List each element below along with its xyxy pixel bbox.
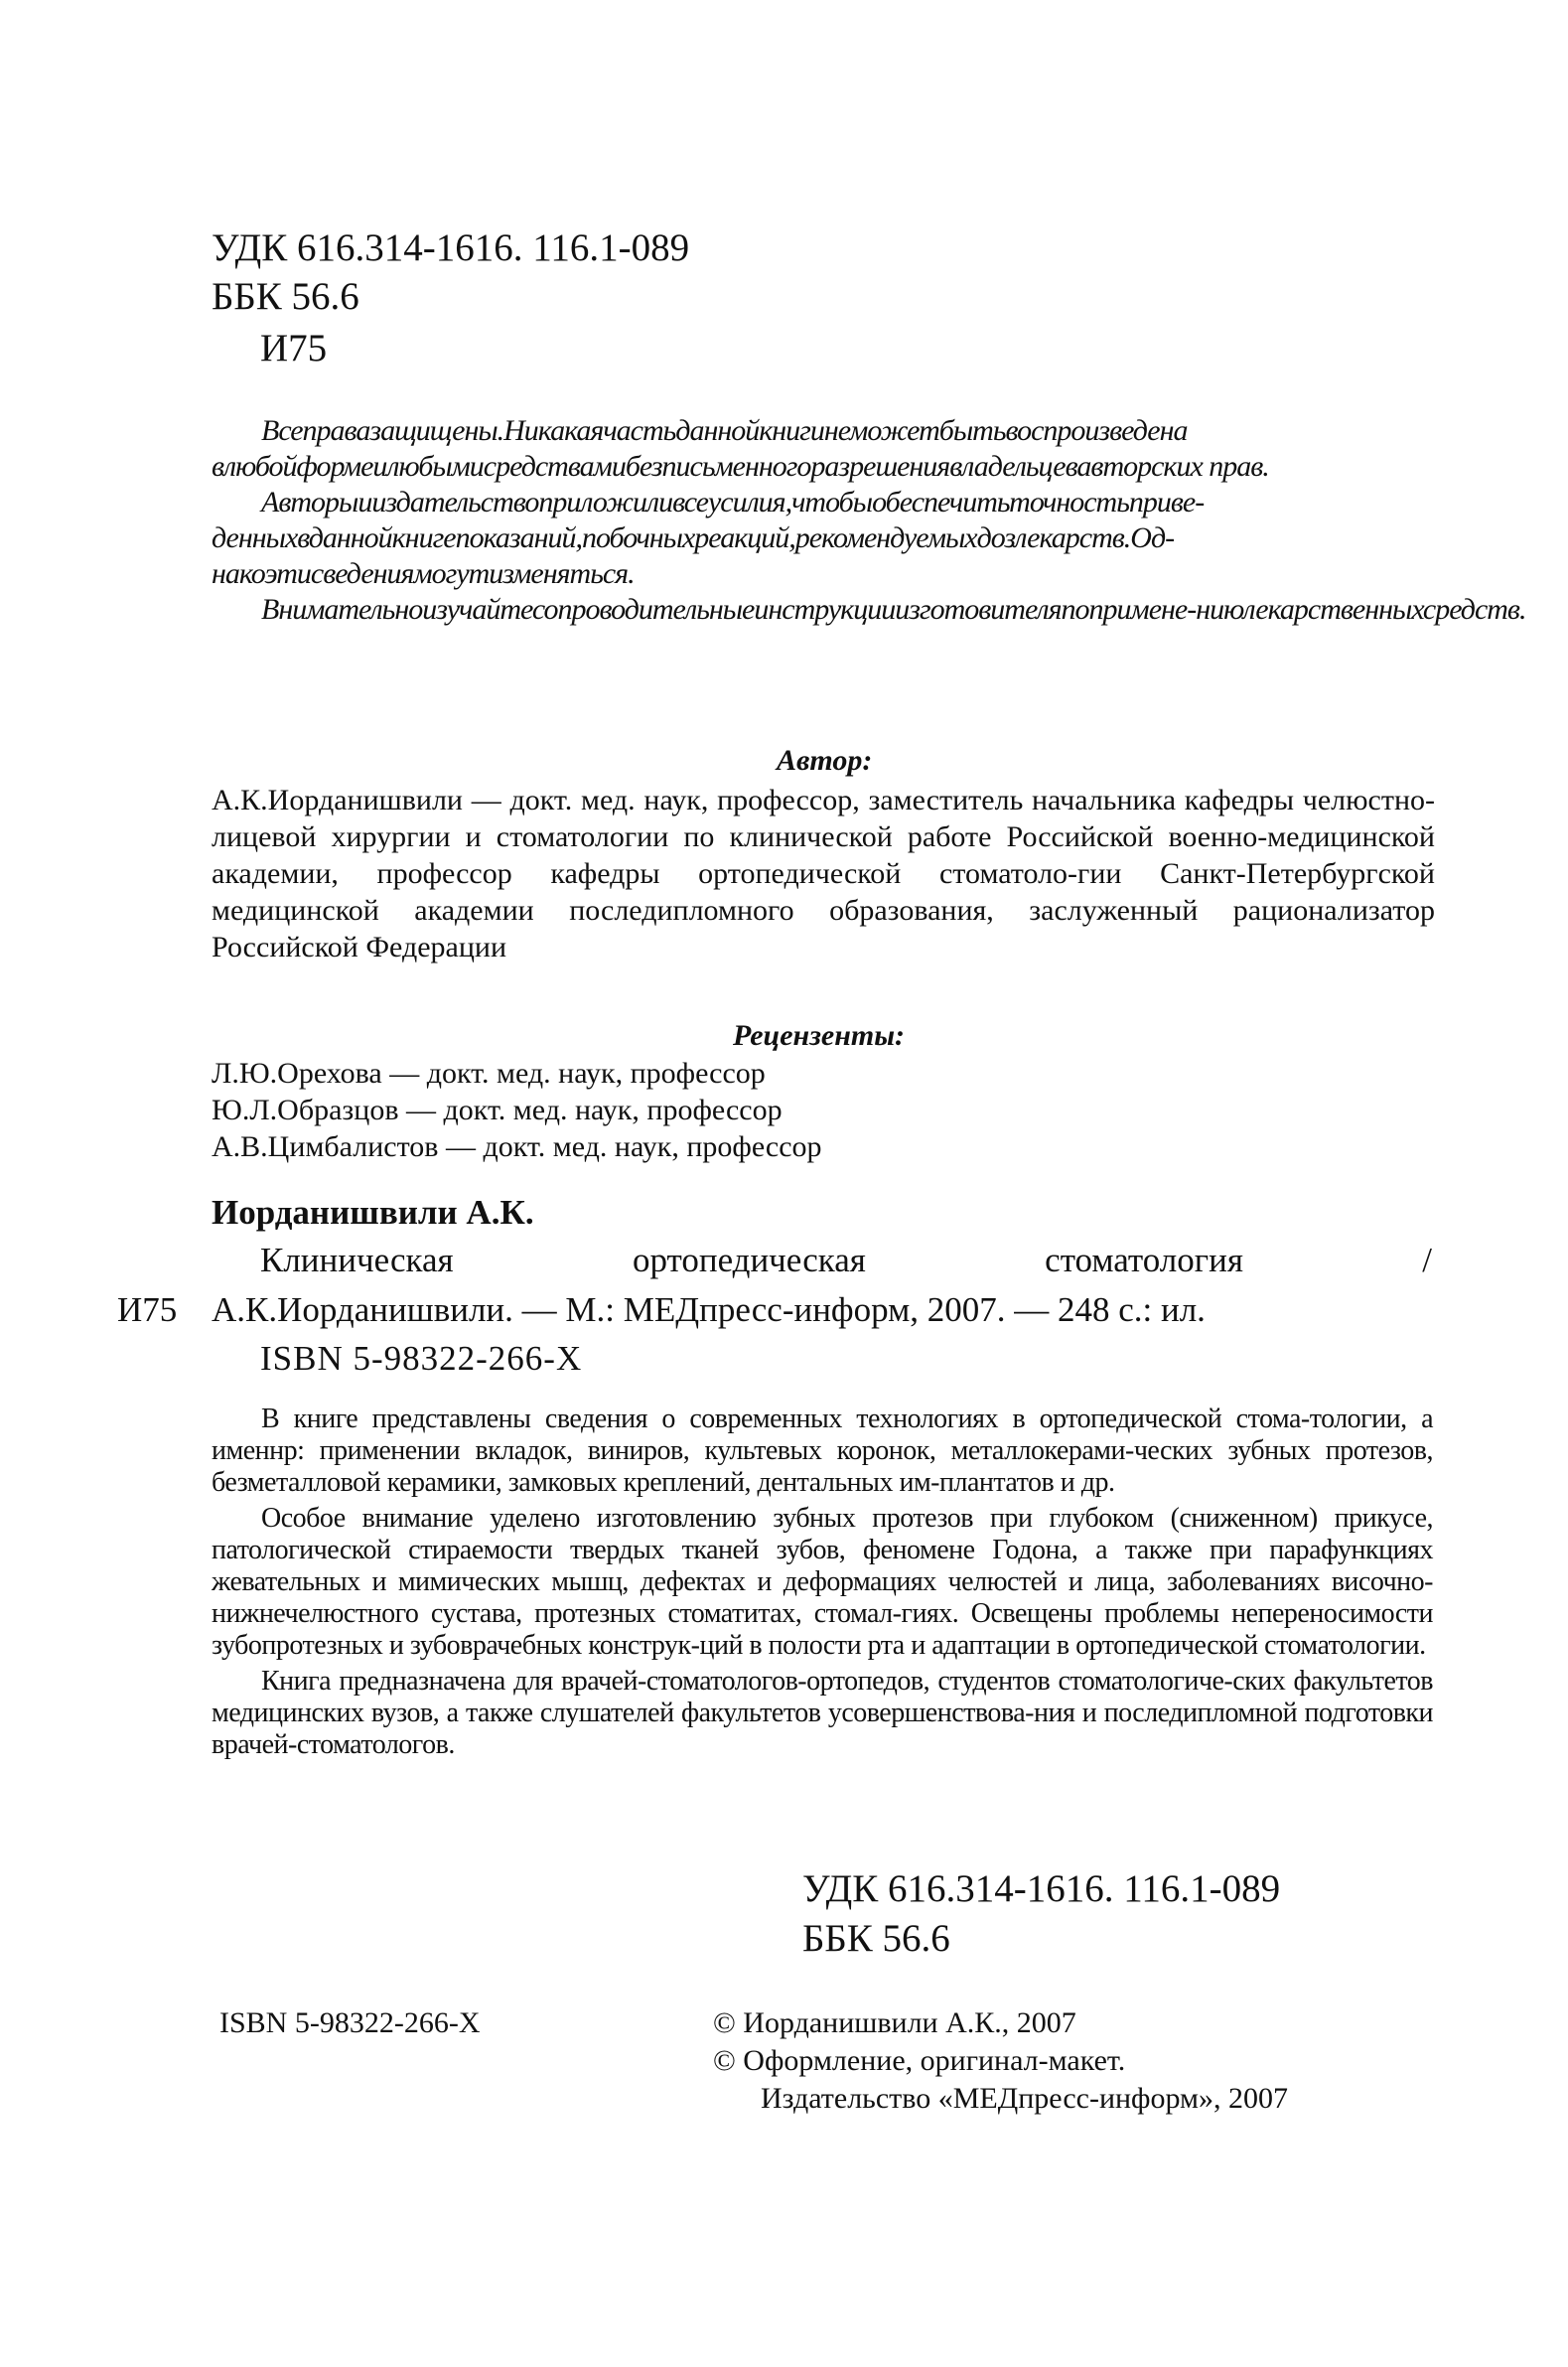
title-word: стоматология	[1045, 1241, 1243, 1279]
reviewers-heading: Рецензенты:	[733, 1019, 906, 1052]
annotation-paragraph-2: Особое внимание уделено изготовлению зубных протезов при глубоком (сниженном) прикусе, патологической стираемости твердых тканей зубов, феномене Годона, а также при парафункциях жевательных и мимических мышц, дефектах и деформациях челюстей и лица, заболеваниях височно-нижнечелюстного сустава, протезных стоматитах, стомал-гиях. Освещены проблемы непереносимости зубопротезных и зубоврачебных конструк-ций в полости рта и адаптации в ортопедической стоматологии.	[212, 1503, 1433, 1661]
udk-code-bottom: УДК 616.314-1616. 116.1-089	[802, 1867, 1281, 1910]
udk-code-top: УДК 616.314-1616. 116.1-089	[212, 226, 690, 269]
title-separator: /	[1422, 1241, 1432, 1279]
reviewer-item: А.В.Цимбалистов — докт. мед. наук, профессор	[212, 1130, 822, 1163]
bibliographic-author: Иорданишвили А.К.	[212, 1193, 534, 1232]
rights-paragraph-2: Авторыииздательствоприложиливсеусилия,чтобыобеспечитьточностьприве-денныхвданнойкнигепоказаний,побочныхреакций,рекомендуемыхдозлекарств.Од-накоэтисведениямогутизменяться.	[212, 486, 1205, 590]
isbn-bottom: ISBN 5-98322-266-X	[219, 2006, 481, 2039]
title-word: Клиническая	[260, 1241, 454, 1279]
author-sign-top: И75	[260, 327, 328, 370]
bibliographic-isbn: ISBN 5-98322-266-X	[260, 1339, 583, 1378]
bibliographic-title	[260, 1239, 1432, 1282]
rights-paragraph-3: Внимательноизучайтесопроводительныеинструкцииизготовителяпопримене-ниюлекарственныхсредств.	[261, 593, 1526, 626]
copyright-block	[713, 2004, 1288, 2118]
publisher-name: Издательство «МЕДпресс-информ», 2007	[761, 2082, 1289, 2115]
author-description: А.К.Иорданишвили — докт. мед. наук, профессор, заместитель начальника кафедры челюстно-лицевой хирургии и стоматологии по клинической работе Российской военно-медицинской академии, профессор кафедры ортопедической стоматоло-гии Санкт-Петербургской медицинской академии последипломного образования, заслуженный рационализатор Российской Федерации	[212, 784, 1435, 963]
annotation-paragraph-1: В книге представлены сведения о современных технологиях в ортопедической стома-тологии, а именнр: применении вкладок, виниров, культевых коронок, металлокерами-ческих зубных протезов, безметалловой керамики, замковых креплений, дентальных им-плантатов и др.	[212, 1404, 1433, 1498]
annotation-paragraph-3: Книга предназначена для врачей-стоматологов-ортопедов, студентов стоматологиче-ских факультетов медицинских вузов, а также слушателей факультетов усовершенствова-ния и последипломной подготовки врачей-стоматологов.	[212, 1666, 1433, 1760]
copyright-author: © Иорданишвили А.К., 2007	[713, 2006, 1076, 2039]
bbk-code-bottom: ББК 56.6	[802, 1917, 950, 1960]
rights-notice	[212, 413, 1542, 628]
bibliographic-author-sign: И75	[117, 1290, 178, 1329]
reviewer-item: Л.Ю.Орехова — докт. мед. наук, профессор	[212, 1057, 766, 1090]
rights-paragraph-1: Всеправазащищены.Никакаячастьданнойкнигинеможетбытьвоспроизведена влюбойформеилюбымисредствамибезписьменногоразрешениявладельцевавторских прав.	[212, 414, 1269, 483]
copyright-design: © Оформление, оригинал-макет.	[713, 2044, 1126, 2077]
reviewers-list	[212, 1055, 822, 1165]
bbk-code-top: ББК 56.6	[212, 275, 359, 318]
title-word: ортопедическая	[632, 1241, 866, 1279]
annotation	[212, 1404, 1433, 1765]
reviewer-item: Ю.Л.Образцов — докт. мед. наук, профессор	[212, 1094, 783, 1126]
author-heading: Автор:	[777, 744, 873, 777]
bibliographic-output: А.К.Иорданишвили. — М.: МЕДпресс-информ, 2007. — 248 с.: ил.	[212, 1290, 1206, 1329]
